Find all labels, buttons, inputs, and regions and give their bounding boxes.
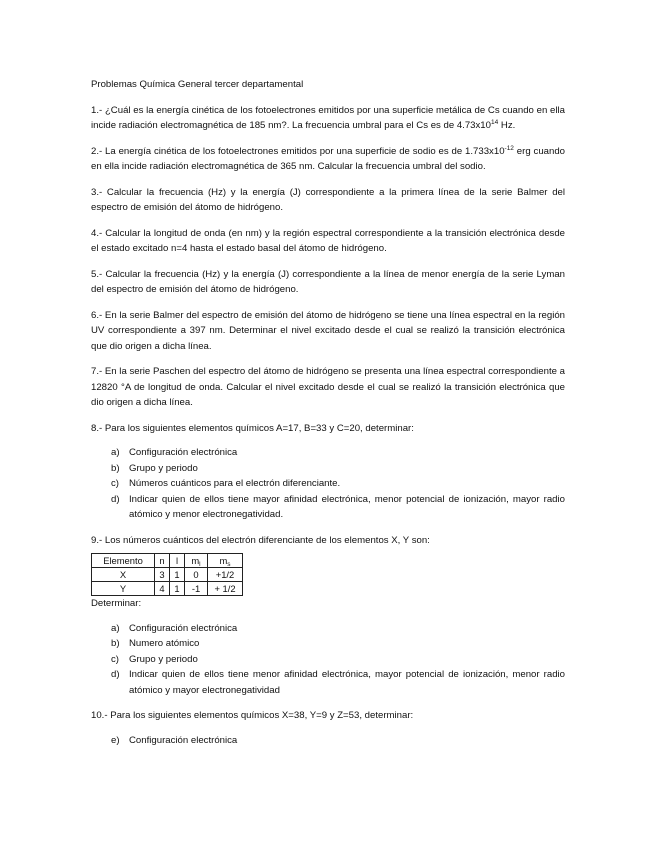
table-cell: -1 [185, 582, 208, 596]
table-cell: X [92, 568, 155, 582]
table-cell: 0 [185, 568, 208, 582]
table-cell: 1 [170, 568, 185, 582]
question-1-text: 1.- ¿Cuál es la energía cinética de los fotoelectrones emitidos por una superficie metálica de Cs cuando en ella incide radiación electromagnética de 185 nm?. La frecuencia umbral para el Cs es de 4.73x10 [91, 104, 565, 131]
question-1-exponent: 14 [490, 119, 499, 126]
question-9-options [91, 621, 565, 699]
table-cell: Y [92, 582, 155, 596]
table-header-cell: n [155, 554, 170, 568]
question-3: 3.- Calcular la frecuencia (Hz) y la energía (J) correspondiente a la primera línea de la serie Balmer del espectro de emisión del átomo de hidrógeno. [91, 186, 565, 213]
question-10-options [91, 733, 565, 749]
question-8: 8.- Para los siguientes elementos químicos A=17, B=33 y C=20, determinar: [91, 422, 414, 434]
table-header-cell: l [170, 554, 185, 568]
question-2-exponent: -12 [504, 144, 514, 152]
list-item: c) Grupo y periodo [111, 653, 198, 665]
list-item: a) Configuración electrónica [111, 447, 238, 458]
list-item: b) Numero atómico [111, 638, 200, 649]
table-cell: + 1/2 [208, 582, 243, 596]
question-10: 10.- Para los siguientes elementos químicos X=38, Y=9 y Z=53, determinar: [91, 710, 414, 721]
table-header-cell: Elemento [92, 554, 155, 568]
table-header-cell: $m_l$ [185, 554, 208, 568]
table-row [92, 582, 243, 596]
list-item: d) Indicar quien de ellos tiene mayor afinidad electrónica, menor potencial de ionización, mayor radio atómico y menor electronegatividad. [111, 493, 565, 520]
list-item: a) Configuración electrónica [111, 622, 238, 634]
table-header-cell: $m_s$ [208, 554, 243, 568]
question-1 [91, 103, 565, 134]
determinar-label: Determinar: [91, 598, 142, 609]
list-item: d) Indicar quien de ellos tiene menor afinidad electrónica, mayor potencial de ionización, menor radio atómico y mayor electronegatividad [111, 669, 565, 696]
list-item: e) Configuración electrónica [111, 734, 238, 746]
list-item: c) Números cuánticos para el electrón diferenciante. [111, 478, 341, 489]
table-cell: 3 [155, 568, 170, 582]
question-7: 7.- En la serie Paschen del espectro del átomo de hidrógeno se presenta una línea espectral correspondiente a 12820 °A de longitud de onda. Calcular el nivel excitado desde el cual se realizó la transición electrónica que dio origen a dicha línea. [91, 366, 565, 408]
question-1-tail: Hz. [498, 120, 516, 131]
question-2-tail: erg cuando en ella incide radiación electromagnética de 365 nm. Calcular la frecuencia umbral del sodio. [91, 145, 565, 172]
table-cell: +1/2 [208, 568, 243, 582]
question-4: 4.- Calcular la longitud de onda (en nm) y la región espectral correspondiente a la transición electrónica desde el estado excitado n=4 hasta el estado basal del átomo de hidrógeno. [91, 227, 565, 254]
question-5: 5.- Calcular la frecuencia (Hz) y la energía (J) correspondiente a la línea de menor energía de la serie Lyman del espectro de emisión del átomo de hidrógeno. [91, 268, 565, 295]
question-6: 6.- En la serie Balmer del espectro de emisión del átomo de hidrógeno se tiene una línea espectral en la región UV correspondiente a 397 nm. Determinar el nivel excitado desde el cual se realizó la transición electrónica que dio origen a dicha línea. [91, 309, 565, 352]
table-cell: 4 [155, 582, 170, 596]
table-header-row [92, 554, 243, 568]
table-cell: 1 [170, 582, 185, 596]
question-8-options [91, 445, 565, 523]
table-row [92, 568, 243, 582]
document-title: Problemas Química General tercer departamental [91, 79, 304, 90]
question-2 [91, 144, 565, 175]
list-item: b) Grupo y periodo [111, 462, 198, 474]
question-9: 9.- Los números cuánticos del electrón diferenciante de los elementos X, Y son: [91, 534, 430, 546]
question-2-text: 2.- La energía cinética de los fotoelectrones emitidos por una superficie de sodio es de 1.733x10 [91, 145, 505, 157]
quantum-numbers-table [91, 553, 243, 596]
